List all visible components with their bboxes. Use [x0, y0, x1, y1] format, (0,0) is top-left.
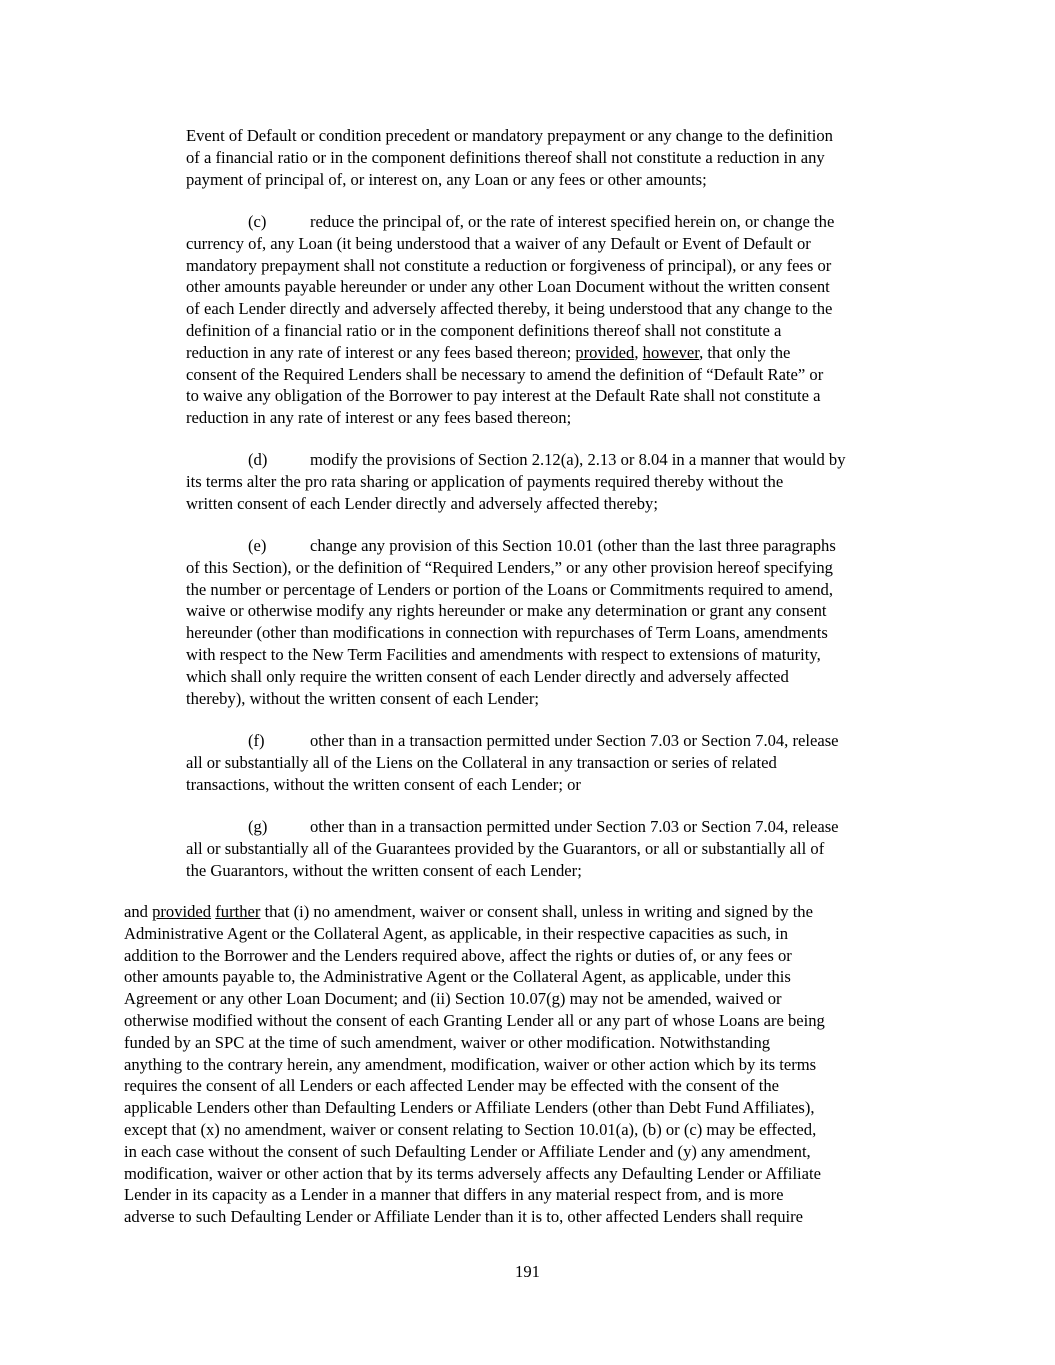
clause-label: (f)	[248, 731, 265, 750]
text-segment: ,	[634, 342, 643, 362]
clause-label: (c)	[248, 212, 267, 231]
text-line: thereby), without the written consent of each Lender;	[186, 688, 539, 708]
text-line: of a financial ratio or in the component definitions thereof shall not constitute a reduction in any	[186, 147, 825, 167]
text-line: consent of the Required Lenders shall be necessary to amend the definition of “Default Rate” or	[186, 364, 824, 384]
clause-text: other than in a transaction permitted under Section 7.03 or Section 7.04, release	[310, 817, 839, 836]
text-line: waive or otherwise modify any rights hereunder or make any determination or grant any consent	[186, 601, 827, 621]
text-line: of this Section), or the definition of “Required Lenders,” or any other provision hereof specifying	[186, 557, 833, 577]
clause-label: (d)	[248, 450, 268, 469]
text-segment: that (i) no amendment, waiver or consent shall, unless in writing and signed by the	[260, 902, 813, 921]
text-line	[124, 901, 825, 923]
text-line: requires the consent of all Lenders or each affected Lender may be effected with the consent of the	[124, 1076, 780, 1096]
text-line: written consent of each Lender directly and adversely affected thereby;	[186, 493, 658, 513]
clause-label: (g)	[248, 817, 268, 836]
text-line	[186, 342, 834, 364]
text-line: of each Lender directly and adversely affected thereby, it being understood that any change to the	[186, 299, 833, 319]
text-line: currency of, any Loan (it being understood that a waiver of any Default or Event of Default or	[186, 233, 811, 253]
underlined-term-provided: provided	[575, 342, 635, 362]
paragraph-g	[186, 816, 839, 881]
text-line: other amounts payable hereunder or under any other Loan Document without the written consent	[186, 277, 830, 297]
text-line: Lender in its capacity as a Lender in a manner that differs in any material respect from, and is more	[124, 1185, 784, 1205]
text-line: definition of a financial ratio or in the component definitions thereof shall not constitute a	[186, 320, 782, 340]
text-segment: reduction in any rate of interest or any fees based thereon;	[186, 342, 576, 362]
underlined-term-further: further	[215, 902, 261, 921]
text-line: funded by an SPC at the time of such amendment, waiver or other modification. Notwithstanding	[124, 1032, 771, 1052]
page-number: 191	[515, 1262, 540, 1281]
text-line: otherwise modified without the consent of each Granting Lender all or any part of whose Loans are being	[124, 1010, 825, 1030]
text-line	[186, 730, 839, 752]
text-line: which shall only require the written consent of each Lender directly and adversely affected	[186, 666, 789, 686]
text-line	[186, 535, 836, 557]
text-line: with respect to the New Term Facilities and amendments with respect to extensions of maturity,	[186, 644, 821, 664]
text-line	[186, 211, 834, 233]
text-line: the Guarantors, without the written consent of each Lender;	[186, 860, 582, 880]
clause-text: reduce the principal of, or the rate of interest specified herein on, or change the	[310, 212, 835, 231]
paragraph-e	[186, 535, 836, 709]
text-line: Agreement or any other Loan Document; and (ii) Section 10.07(g) may not be amended, waived or	[124, 989, 782, 1009]
underlined-term-however: however	[642, 342, 700, 362]
text-line: Administrative Agent or the Collateral Agent, as applicable, in their respective capacities as such, in	[124, 923, 789, 943]
clause-label: (e)	[248, 536, 267, 555]
text-line: in each case without the consent of such Defaulting Lender or Affiliate Lender and (y) any amendment,	[124, 1141, 811, 1161]
clause-text: other than in a transaction permitted under Section 7.03 or Section 7.04, release	[310, 731, 839, 750]
text-line: to waive any obligation of the Borrower to pay interest at the Default Rate shall not constitute a	[186, 386, 821, 406]
text-line: all or substantially all of the Guarantees provided by the Guarantors, or all or substantially all of	[186, 838, 825, 858]
paragraph-final	[124, 901, 825, 1228]
paragraph-c	[186, 211, 834, 429]
text-line	[186, 816, 839, 838]
text-line: other amounts payable to, the Administrative Agent or the Collateral Agent, as applicable, under this	[124, 967, 791, 987]
paragraph-d	[186, 449, 846, 514]
underlined-term-provided: provided	[152, 902, 212, 921]
text-line: modification, waiver or other action that by its terms adversely affects any Defaulting Lender or Affiliate	[124, 1163, 822, 1183]
text-line	[186, 449, 846, 471]
text-line: all or substantially all of the Liens on the Collateral in any transaction or series of related	[186, 752, 777, 772]
clause-text: change any provision of this Section 10.01 (other than the last three paragraphs	[310, 536, 836, 555]
text-segment: , that only the	[699, 342, 791, 362]
text-line: the number or percentage of Lenders or portion of the Loans or Commitments required to amend,	[186, 579, 833, 599]
clause-text: modify the provisions of Section 2.12(a), 2.13 or 8.04 in a manner that would by	[310, 450, 846, 469]
text-line: hereunder (other than modifications in connection with repurchases of Term Loans, amendments	[186, 623, 828, 643]
text-line: Event of Default or condition precedent or mandatory prepayment or any change to the definition	[186, 126, 833, 145]
text-line: addition to the Borrower and the Lenders required above, affect the rights or duties of, or any fees or	[124, 945, 792, 965]
text-line: its terms alter the pro rata sharing or application of payments required thereby without the	[186, 471, 784, 491]
text-line: adverse to such Defaulting Lender or Affiliate Lender than it is to, other affected Lenders shall require	[124, 1207, 804, 1227]
text-line: payment of principal of, or interest on, any Loan or any fees or other amounts;	[186, 169, 707, 189]
text-line: transactions, without the written consent of each Lender; or	[186, 774, 581, 794]
text-line: except that (x) no amendment, waiver or consent relating to Section 10.01(a), (b) or (c) may be effected,	[124, 1119, 817, 1139]
paragraph-f	[186, 730, 839, 795]
text-line: applicable Lenders other than Defaulting Lenders or Affiliate Lenders (other than Debt Fund Affiliates),	[124, 1098, 815, 1118]
text-segment: and	[124, 902, 153, 921]
text-line: anything to the contrary herein, any amendment, modification, waiver or other action which by its terms	[124, 1054, 817, 1074]
text-line: reduction in any rate of interest or any fees based thereon;	[186, 408, 572, 428]
paragraph-intro	[186, 125, 833, 190]
text-line: mandatory prepayment shall not constitute a reduction or forgiveness of principal), or any fees or	[186, 255, 832, 275]
